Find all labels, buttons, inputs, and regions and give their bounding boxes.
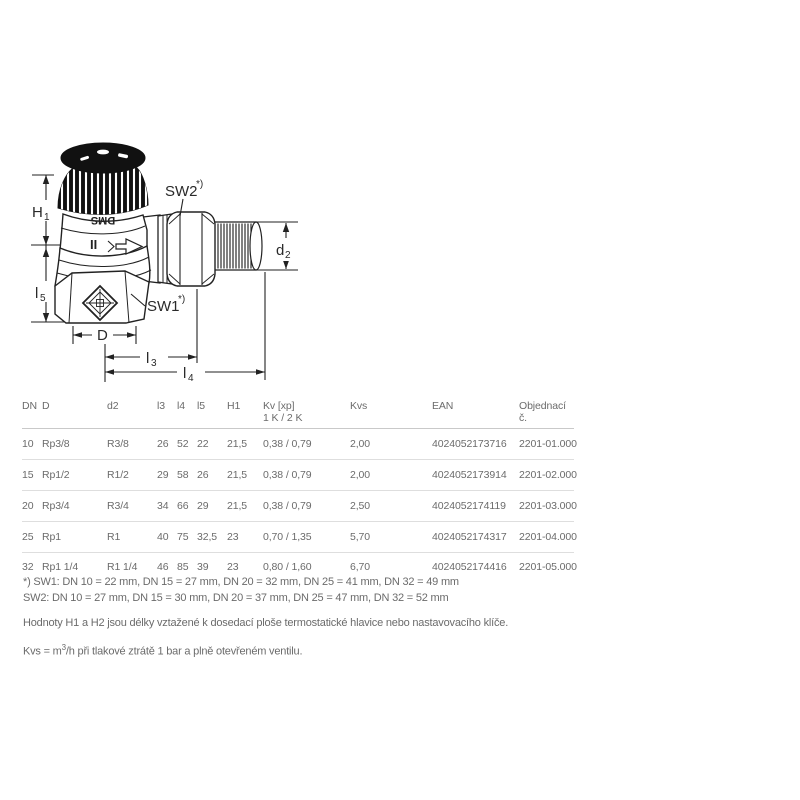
cell-kvs: 5,70 bbox=[350, 531, 371, 543]
col-kv-line2: 1 K / 2 K bbox=[263, 412, 303, 424]
l3-label-sub: 3 bbox=[151, 358, 157, 369]
cell-l4: 52 bbox=[177, 438, 189, 450]
pipe-end-face bbox=[250, 222, 262, 270]
col-obj: Objednací č. bbox=[519, 400, 566, 424]
col-dn: DN bbox=[22, 400, 37, 412]
table-row bbox=[22, 522, 574, 553]
h1-label-sub: 1 bbox=[44, 212, 50, 223]
cell-ean: 4024052173716 bbox=[432, 438, 507, 450]
col-kv bbox=[263, 396, 350, 429]
footnote-hodnoty: Hodnoty H1 a H2 jsou délky vztažené k dosedací ploše termostatické hlavice nebo nastavovacího klíče. bbox=[23, 617, 509, 629]
col-l5: l5 bbox=[197, 400, 205, 412]
footnote-kvs-pre: Kvs = m bbox=[23, 645, 62, 658]
l5-label: l bbox=[35, 285, 39, 302]
thermostat-cap bbox=[58, 143, 148, 217]
cell-kv: 0,38 / 0,79 bbox=[263, 500, 312, 512]
cell-h1: 23 bbox=[227, 531, 239, 543]
cell-l3: 26 bbox=[157, 438, 169, 450]
cell-d2: R1/2 bbox=[107, 469, 129, 481]
cell-kv: 0,38 / 0,79 bbox=[263, 438, 312, 450]
cell-l3: 40 bbox=[157, 531, 169, 543]
l3-label: l bbox=[146, 350, 150, 367]
l4-label-sub: 4 bbox=[188, 373, 194, 384]
cell-h1: 23 bbox=[227, 560, 239, 573]
cell-l3: 34 bbox=[157, 500, 169, 512]
cell-l5: 29 bbox=[197, 500, 209, 512]
cell-h1: 21,5 bbox=[227, 438, 248, 450]
cell-kv: 0,70 / 1,35 bbox=[263, 531, 312, 543]
footnote-kvs-sup: 3 bbox=[61, 643, 66, 652]
footnote-kvs bbox=[23, 643, 302, 658]
cell-l5: 22 bbox=[197, 438, 209, 450]
sw2-label-sup: *) bbox=[196, 179, 204, 190]
cap-top-mark bbox=[97, 150, 109, 155]
cell-l4: 66 bbox=[177, 500, 189, 512]
col-kvs: Kvs bbox=[350, 400, 368, 412]
h1-label: H bbox=[32, 204, 43, 221]
cell-h1: 21,5 bbox=[227, 469, 248, 481]
cell-ean: 4024052174119 bbox=[432, 500, 506, 512]
cell-h1: 21,5 bbox=[227, 500, 248, 512]
valve-drawing-svg bbox=[30, 132, 320, 392]
cell-l5: 26 bbox=[197, 469, 209, 481]
cell-kv: 0,80 / 1,60 bbox=[263, 560, 312, 573]
sw2-label: SW2 bbox=[165, 183, 198, 200]
d2-label-sub: 2 bbox=[285, 250, 291, 261]
cell-d2: R1 1/4 bbox=[107, 560, 138, 573]
cell-d: Rp1 bbox=[42, 531, 61, 543]
footnote-sw bbox=[23, 574, 459, 606]
cell-l4: 58 bbox=[177, 469, 189, 481]
valve-body bbox=[55, 143, 262, 323]
col-h1: H1 bbox=[227, 400, 241, 412]
footnote-sw1: *) SW1: DN 10 = 22 mm, DN 15 = 27 mm, DN 20 = 32 mm, DN 25 = 41 mm, DN 32 = 49 mm bbox=[23, 576, 459, 588]
cell-kvs: 6,70 bbox=[350, 560, 371, 573]
cell-kvs: 2,50 bbox=[350, 500, 371, 512]
sw1-label: SW1 bbox=[147, 298, 180, 315]
cell-l3: 29 bbox=[157, 469, 169, 481]
cell-d2: R3/8 bbox=[107, 438, 129, 450]
spec-table bbox=[22, 396, 577, 581]
table-row bbox=[22, 460, 574, 491]
col-l3: l3 bbox=[157, 400, 165, 412]
sw1-label-sup: *) bbox=[178, 294, 186, 305]
table-row bbox=[22, 491, 574, 522]
l4-label: l bbox=[183, 365, 187, 382]
cell-l4: 85 bbox=[177, 560, 189, 573]
table-row bbox=[22, 429, 574, 460]
flow-setting-mark: II bbox=[90, 237, 98, 252]
cell-d: Rp1/2 bbox=[42, 469, 70, 481]
cell-dn: 10 bbox=[22, 438, 34, 450]
cell-kv: 0,38 / 0,79 bbox=[263, 469, 312, 481]
union-nut bbox=[167, 212, 215, 286]
cell-dn: 20 bbox=[22, 500, 34, 512]
col-l4: l4 bbox=[177, 400, 185, 412]
footnote-kvs-post: /h při tlakové ztrátě 1 bar a plně otevřeném ventilu. bbox=[65, 645, 303, 658]
l5-label-sub: 5 bbox=[40, 293, 46, 304]
cell-kvs: 2,00 bbox=[350, 469, 371, 481]
cell-l5: 32,5 bbox=[197, 531, 218, 543]
cell-obj: 2201-01.000 bbox=[519, 438, 577, 450]
cell-ean: 4024052174416 bbox=[432, 560, 507, 573]
cell-kvs: 2,00 bbox=[350, 438, 371, 450]
cell-obj: 2201-03.000 bbox=[519, 500, 577, 512]
cell-dn: 32 bbox=[22, 560, 34, 573]
col-kv-line1: Kv [xp] bbox=[263, 400, 295, 412]
cell-obj: 2201-04.000 bbox=[519, 531, 577, 543]
cell-dn: 15 bbox=[22, 469, 34, 481]
col-ean: EAN bbox=[432, 400, 454, 412]
cell-l4: 75 bbox=[177, 531, 189, 543]
cell-l3: 46 bbox=[157, 560, 169, 573]
cell-obj: 2201-02.000 bbox=[519, 469, 577, 481]
cell-ean: 4024052173914 bbox=[432, 469, 507, 481]
cell-d2: R1 bbox=[107, 531, 121, 543]
footnote-sw2: SW2: DN 10 = 27 mm, DN 15 = 30 mm, DN 20 = 37 mm, DN 25 = 47 mm, DN 32 = 52 mm bbox=[23, 592, 449, 604]
cell-d: Rp3/4 bbox=[42, 500, 70, 512]
cell-l5: 39 bbox=[197, 560, 209, 573]
cell-dn: 25 bbox=[22, 531, 34, 543]
valve-technical-drawing bbox=[30, 132, 320, 392]
spec-table-header bbox=[22, 396, 574, 429]
cell-ean: 4024052174317 bbox=[432, 531, 507, 543]
cap-brand-mark: DMS bbox=[90, 214, 116, 226]
cell-d: Rp3/8 bbox=[42, 438, 70, 450]
d2-label: d bbox=[276, 242, 285, 259]
cell-d: Rp1 1/4 bbox=[42, 560, 79, 573]
col-d: D bbox=[42, 400, 50, 412]
d-label: D bbox=[97, 327, 108, 344]
col-d2: d2 bbox=[107, 400, 119, 412]
cell-d2: R3/4 bbox=[107, 500, 129, 512]
cell-obj: 2201-05.000 bbox=[519, 560, 577, 573]
header-row bbox=[22, 396, 574, 429]
